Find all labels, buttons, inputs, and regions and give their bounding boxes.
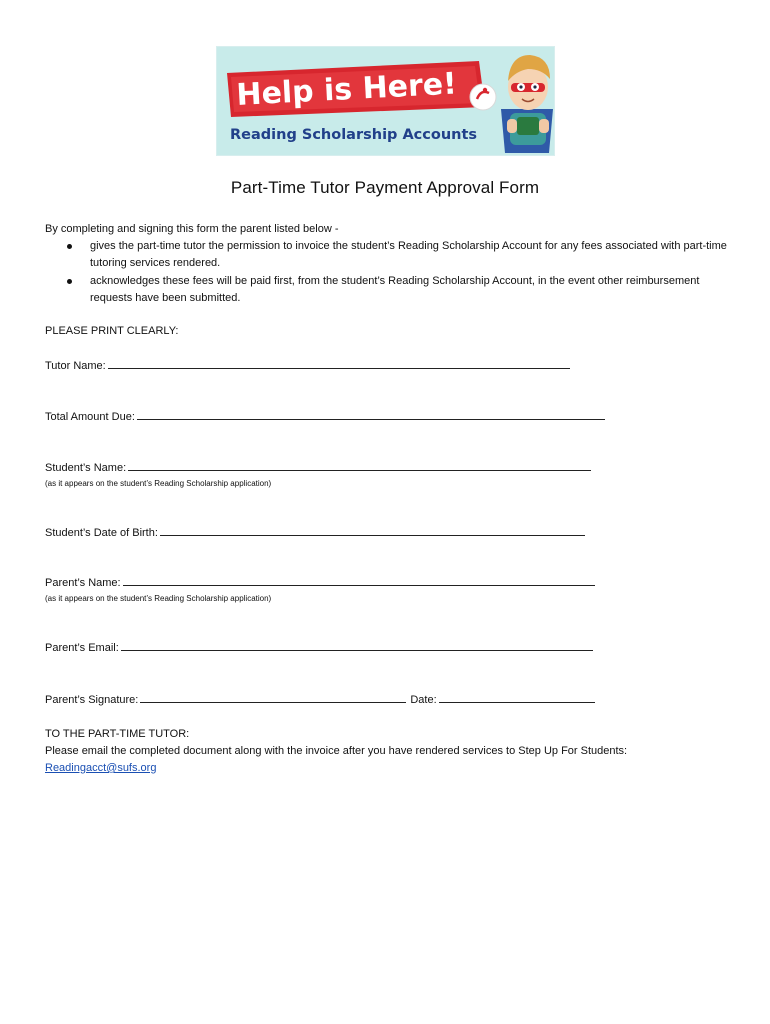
total-amount-due-field	[45, 409, 605, 425]
arm-left	[507, 119, 517, 133]
date-input-line[interactable]	[439, 692, 595, 703]
total-amount-due-label: Total Amount Due:	[45, 411, 135, 423]
intro-text: By completing and signing this form the parent listed below -	[45, 223, 339, 235]
pupil-right	[533, 85, 536, 88]
mask-shape	[511, 83, 545, 92]
banner-headline: Help is Here!	[235, 66, 458, 113]
parent-name-input-line[interactable]	[123, 575, 595, 586]
student-dob-field	[45, 525, 585, 541]
parent-email-label: Parent’s Email:	[45, 642, 119, 654]
arm-right	[539, 119, 549, 133]
contact-email-link[interactable]: Readingacct@sufs.org	[45, 762, 157, 774]
parent-signature-input-line[interactable]	[140, 692, 406, 703]
terms-list	[45, 238, 735, 308]
parent-name-note: (as it appears on the student’s Reading Scholarship application)	[45, 594, 272, 603]
tutor-section-heading: TO THE PART-TIME TUTOR:	[45, 728, 190, 740]
tutor-name-label: Tutor Name:	[45, 360, 106, 372]
list-item	[45, 273, 730, 306]
help-is-here-banner	[216, 46, 555, 156]
parent-email-input-line[interactable]	[121, 640, 593, 651]
student-dob-input-line[interactable]	[160, 525, 585, 536]
student-name-note: (as it appears on the student’s Reading Scholarship application)	[45, 479, 272, 488]
bullet-text: acknowledges these fees will be paid first, from the student’s Reading Scholarship Account, in the event other reimbursement requests have been submitted.	[90, 275, 700, 304]
list-item	[45, 238, 730, 271]
bullet-dot-icon	[67, 279, 72, 284]
parent-name-field	[45, 575, 595, 591]
tutor-instruction-text: Please email the completed document along with the invoice after you have rendered services to Step Up For Students:	[45, 745, 628, 757]
parent-signature-field	[45, 692, 595, 708]
total-amount-due-input-line[interactable]	[137, 409, 605, 420]
parent-name-label: Parent’s Name:	[45, 577, 121, 589]
tutor-name-input-line[interactable]	[108, 358, 570, 369]
banner-artwork	[217, 47, 555, 156]
student-dob-label: Student’s Date of Birth:	[45, 527, 158, 539]
step-up-logo	[470, 84, 496, 110]
tutor-name-field	[45, 358, 570, 374]
pupil-left	[519, 85, 522, 88]
banner-subheadline: Reading Scholarship Accounts	[230, 127, 478, 143]
page-title: Part-Time Tutor Payment Approval Form	[230, 178, 540, 197]
student-name-field	[45, 460, 591, 476]
bullet-text: gives the part-time tutor the permission to invoice the student’s Reading Scholarship Account for any fees associated with part-time tutoring services rendered.	[90, 240, 727, 269]
parent-email-field	[45, 640, 593, 656]
logo-figure-head	[483, 88, 487, 92]
print-clearly-label: PLEASE PRINT CLEARLY:	[45, 325, 179, 337]
student-name-input-line[interactable]	[128, 460, 591, 471]
book-shape	[517, 117, 539, 135]
parent-signature-label: Parent’s Signature:	[45, 694, 139, 706]
date-label: Date:	[410, 694, 437, 706]
student-name-label: Student’s Name:	[45, 462, 127, 474]
email-link-container	[45, 760, 156, 776]
bullet-dot-icon	[67, 244, 72, 249]
